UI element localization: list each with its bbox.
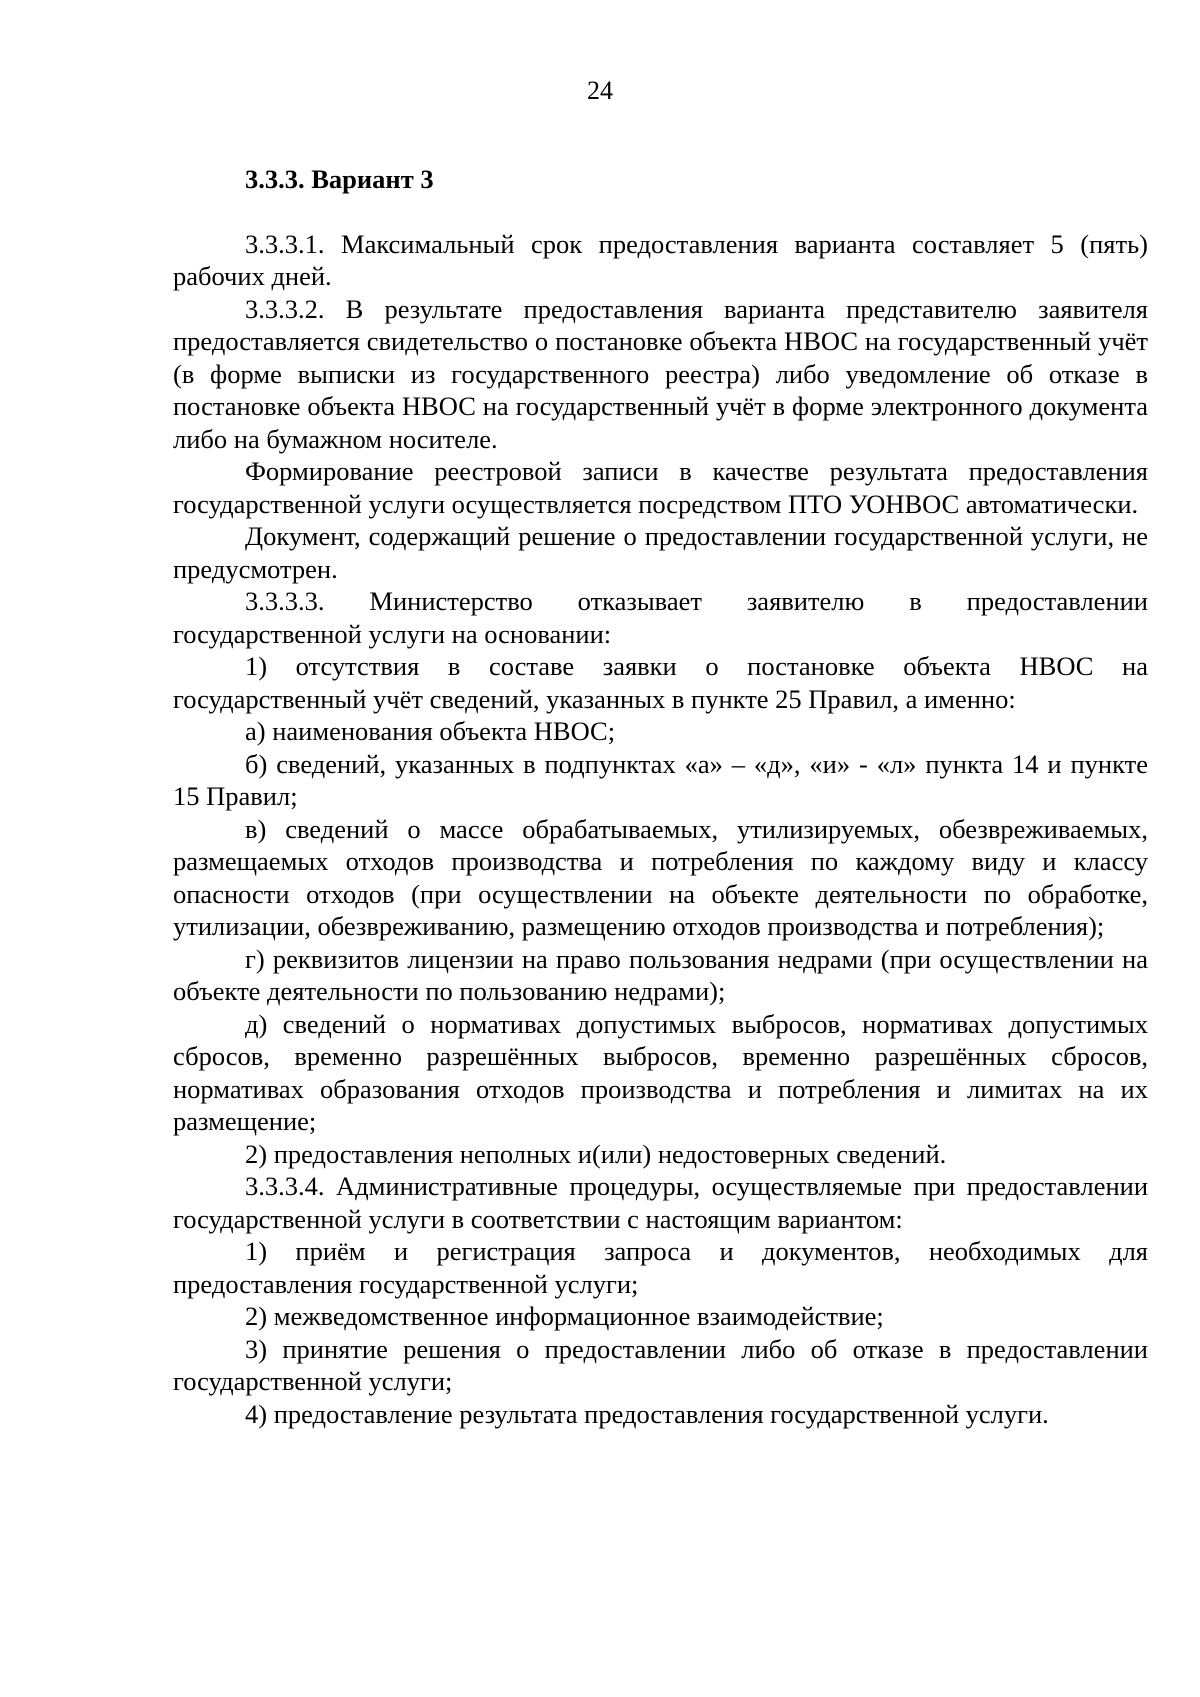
list-item-refusal-d: д) сведений о нормативах допустимых выбросов, нормативах допустимых сбросов, временно разрешённых выбросов, временно разрешённых сбросов, нормативах образования отходов производства и потребления и лимитах на их размещение; — [173, 1008, 1148, 1136]
paragraph-3-3-3-4: 3.3.3.4. Административные процедуры, осуществляемые при предоставлении государственной услуги в соответствии с настоящим вариантом: — [173, 1171, 1148, 1234]
page-number: 24 — [587, 76, 613, 105]
list-item-procedure-1: 1) приём и регистрация запроса и документов, необходимых для предоставления государственной услуги; — [173, 1236, 1148, 1299]
list-item-refusal-v: в) сведений о массе обрабатываемых, утилизируемых, обезвреживаемых, размещаемых отходов производства и потребления по каждому виду и классу опасности отходов (при осуществлении на объекте деятельности по обработке, утилизации, обезвреживанию, размещению отходов производства и потребления); — [173, 813, 1148, 941]
list-item-procedure-3: 3) принятие решения о предоставлении либо об отказе в предоставлении государственной услуги; — [173, 1333, 1148, 1396]
paragraph-3-3-3-2: 3.3.3.2. В результате предоставления варианта представителю заявителя предоставляется свидетельство о постановке объекта НВОС на государственный учёт (в форме выписки из государственного реестра) либо уведомление об отказе в постановке объекта НВОС на государственный учёт в форме электронного документа либо на бумажном носителе. — [173, 293, 1148, 454]
list-item-refusal-2: 2) предоставления неполных и(или) недостоверных сведений. — [245, 1138, 947, 1169]
paragraph-decision-document: Документ, содержащий решение о предоставлении государственной услуги, не предусмотрен. — [173, 521, 1148, 584]
list-item-refusal-g: г) реквизитов лицензии на право пользования недрами (при осуществлении на объекте деятельности по пользованию недрами); — [173, 943, 1148, 1006]
list-item-refusal-1: 1) отсутствия в составе заявки о постановке объекта НВОС на государственный учёт сведений, указанных в пункте 25 Правил, а именно: — [173, 651, 1148, 714]
list-item-refusal-b: б) сведений, указанных в подпунктах «а» – «д», «и» - «л» пункта 14 и пункте 15 Правил; — [173, 748, 1148, 811]
paragraph-3-3-3-1: 3.3.3.1. Максимальный срок предоставления варианта составляет 5 (пять) рабочих дней. — [173, 228, 1148, 291]
paragraph-registry-record: Формирование реестровой записи в качестве результата предоставления государственной услуги осуществляется посредством ПТО УОНВОС автоматически. — [173, 456, 1148, 519]
section-heading: 3.3.3. Вариант 3 — [245, 164, 434, 194]
list-item-procedure-4: 4) предоставление результата предоставления государственной услуги. — [245, 1398, 1049, 1429]
list-item-refusal-a: а) наименования объекта НВОС; — [245, 716, 616, 746]
document-body — [173, 163, 1148, 1430]
list-item-procedure-2: 2) межведомственное информационное взаимодействие; — [245, 1301, 884, 1331]
paragraph-3-3-3-3: 3.3.3.3. Министерство отказывает заявителю в предоставлении государственной услуги на основании: — [173, 586, 1148, 649]
